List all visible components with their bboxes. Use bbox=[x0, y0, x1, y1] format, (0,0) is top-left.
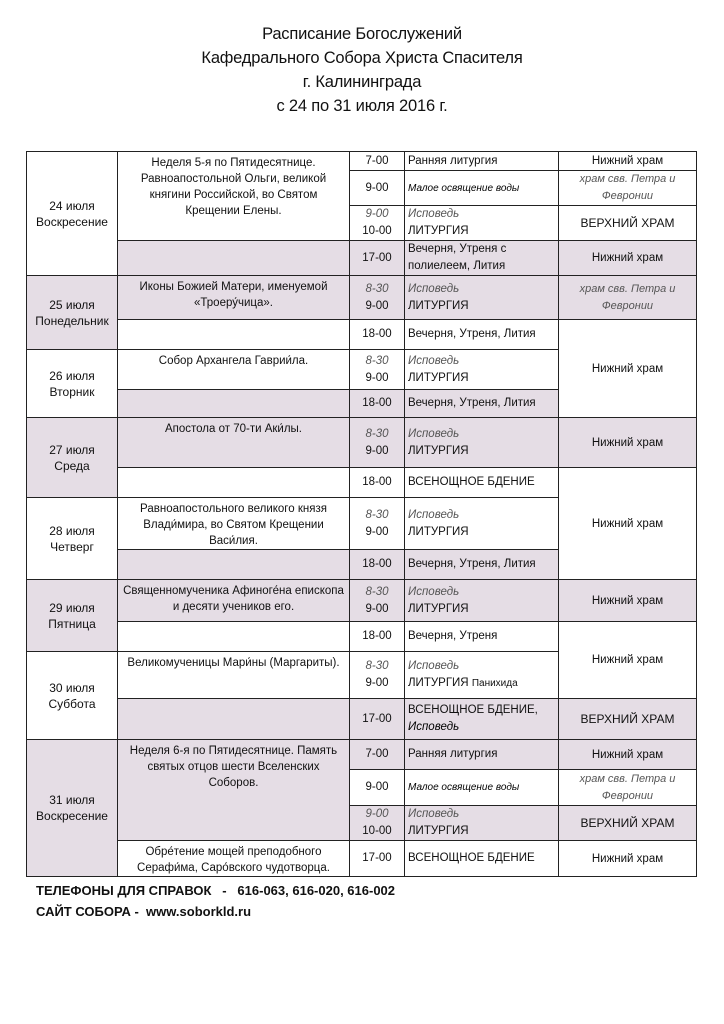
place-cell: Нижний храм bbox=[559, 580, 697, 622]
service-cell: Ранняя литургия bbox=[405, 152, 559, 171]
time-cell: 17-00 bbox=[350, 241, 405, 276]
time-cell: 7-00 bbox=[350, 152, 405, 171]
time-cell: 17-00 bbox=[350, 841, 405, 877]
time-cell: 8-30 9-00 bbox=[350, 276, 405, 320]
service-cell: Ранняя литургия bbox=[405, 740, 559, 770]
date-cell: 30 июля Суббота bbox=[27, 652, 118, 740]
time-cell: 9-00 bbox=[350, 171, 405, 206]
time-cell: 18-00 bbox=[350, 622, 405, 652]
service-cell: Вечерня, Утреня, Лития bbox=[405, 320, 559, 350]
date-cell: 27 июля Среда bbox=[27, 418, 118, 498]
service-cell: Исповедь ЛИТУРГИЯ bbox=[405, 350, 559, 390]
service-cell: Малое освящение воды bbox=[405, 770, 559, 806]
service-cell: Исповедь ЛИТУРГИЯ bbox=[405, 498, 559, 550]
place-cell: Нижний храм bbox=[559, 152, 697, 171]
page-footer bbox=[36, 880, 395, 922]
title-line-3: г. Калининграда bbox=[302, 73, 422, 91]
date-cell: 26 июля Вторник bbox=[27, 350, 118, 418]
place-cell: Нижний храм bbox=[559, 841, 697, 877]
date-cell: 31 июля Воскресение bbox=[27, 740, 118, 877]
time-cell: 9-00 10-00 bbox=[350, 206, 405, 241]
service-cell: Вечерня, Утреня, Лития bbox=[405, 550, 559, 580]
place-cell: Нижний храм bbox=[559, 622, 697, 699]
place-cell: Нижний храм bbox=[559, 241, 697, 276]
place-cell: храм свв. Петра и Февронии bbox=[559, 770, 697, 806]
feast-cell: Великомученицы Мари́ны (Маргариты). bbox=[118, 652, 350, 699]
feast-cell: Неделя 5-я по Пятидесятнице. Равноапостольной Ольги, великой княгини Российской, во Святом Крещении Елены. bbox=[118, 152, 350, 241]
phones-line: ТЕЛЕФОНЫ ДЛЯ СПРАВОК - 616-063, 616-020, 616-002 bbox=[36, 883, 396, 898]
title-line-4: с 24 по 31 июля 2016 г. bbox=[276, 97, 448, 115]
feast-cell: Священномученика Афиноге́на епископа и десяти учеников его. bbox=[118, 580, 350, 622]
time-cell: 9-00 bbox=[350, 770, 405, 806]
time-cell: 18-00 bbox=[350, 320, 405, 350]
place-cell: Нижний храм bbox=[559, 320, 697, 418]
service-cell: Вечерня, Утреня, Лития bbox=[405, 390, 559, 418]
date-cell: 28 июля Четверг bbox=[27, 498, 118, 580]
feast-cell-empty bbox=[118, 550, 350, 580]
time-cell: 8-30 9-00 bbox=[350, 418, 405, 468]
feast-cell: Неделя 6-я по Пятидесятнице. Память святых отцов шести Вселенских Соборов. bbox=[118, 740, 350, 841]
service-cell: Исповедь ЛИТУРГИЯ bbox=[405, 580, 559, 622]
time-cell: 18-00 bbox=[350, 390, 405, 418]
feast-cell-empty bbox=[118, 699, 350, 740]
place-cell: ВЕРХНИЙ ХРАМ bbox=[559, 699, 697, 740]
service-cell: Исповедь ЛИТУРГИЯ bbox=[405, 806, 559, 841]
time-cell: 17-00 bbox=[350, 699, 405, 740]
feast-cell: Апостола от 70-ти Аки́лы. bbox=[118, 418, 350, 468]
feast-cell: Обре́тение мощей преподобного Серафи́ма, Саро́вского чудотворца. bbox=[118, 841, 350, 877]
feast-cell: Иконы Божией Матери, именуемой «Троеру́чица». bbox=[118, 276, 350, 320]
schedule-table bbox=[26, 151, 697, 877]
place-cell: ВЕРХНИЙ ХРАМ bbox=[559, 806, 697, 841]
place-cell: храм свв. Петра и Февронии bbox=[559, 276, 697, 320]
service-cell: Малое освящение воды bbox=[405, 171, 559, 206]
feast-cell: Равноапостольного великого князя Влади́мира, во Святом Крещении Васи́лия. bbox=[118, 498, 350, 550]
service-cell: Исповедь ЛИТУРГИЯ bbox=[405, 276, 559, 320]
time-cell: 8-30 9-00 bbox=[350, 652, 405, 699]
place-cell: Нижний храм bbox=[559, 740, 697, 770]
place-cell: ВЕРХНИЙ ХРАМ bbox=[559, 206, 697, 241]
service-cell: Исповедь ЛИТУРГИЯ Панихида bbox=[405, 652, 559, 699]
date-cell: 25 июля Понедельник bbox=[27, 276, 118, 350]
service-cell: Вечерня, Утреня с полиелеем, Лития bbox=[405, 241, 559, 276]
feast-cell-empty bbox=[118, 468, 350, 498]
time-cell: 8-30 9-00 bbox=[350, 498, 405, 550]
feast-cell: Собор Архангела Гаврии́ла. bbox=[118, 350, 350, 390]
service-cell: ВСЕНОЩНОЕ БДЕНИЕ, Исповедь bbox=[405, 699, 559, 740]
service-cell: Исповедь ЛИТУРГИЯ bbox=[405, 206, 559, 241]
place-cell: Нижний храм bbox=[559, 468, 697, 580]
page-header bbox=[0, 22, 724, 118]
time-cell: 8-30 9-00 bbox=[350, 580, 405, 622]
feast-cell-empty bbox=[118, 320, 350, 350]
title-line-1: Расписание Богослужений bbox=[262, 25, 462, 43]
time-cell: 18-00 bbox=[350, 468, 405, 498]
feast-cell-empty bbox=[118, 390, 350, 418]
service-cell: Исповедь ЛИТУРГИЯ bbox=[405, 418, 559, 468]
time-cell: 18-00 bbox=[350, 550, 405, 580]
feast-cell-empty bbox=[118, 622, 350, 652]
place-cell: храм свв. Петра и Февронии bbox=[559, 171, 697, 206]
service-cell: ВСЕНОЩНОЕ БДЕНИЕ bbox=[405, 468, 559, 498]
time-cell: 9-00 10-00 bbox=[350, 806, 405, 841]
site-line: САЙТ СОБОРА - www.soborkld.ru bbox=[36, 904, 252, 919]
date-cell: 29 июля Пятница bbox=[27, 580, 118, 652]
time-cell: 8-30 9-00 bbox=[350, 350, 405, 390]
service-cell: Вечерня, Утреня bbox=[405, 622, 559, 652]
feast-cell-empty bbox=[118, 241, 350, 276]
service-cell: ВСЕНОЩНОЕ БДЕНИЕ bbox=[405, 841, 559, 877]
title-line-2: Кафедрального Собора Христа Спасителя bbox=[201, 49, 523, 67]
date-cell: 24 июля Воскресение bbox=[27, 152, 118, 276]
place-cell: Нижний храм bbox=[559, 418, 697, 468]
time-cell: 7-00 bbox=[350, 740, 405, 770]
